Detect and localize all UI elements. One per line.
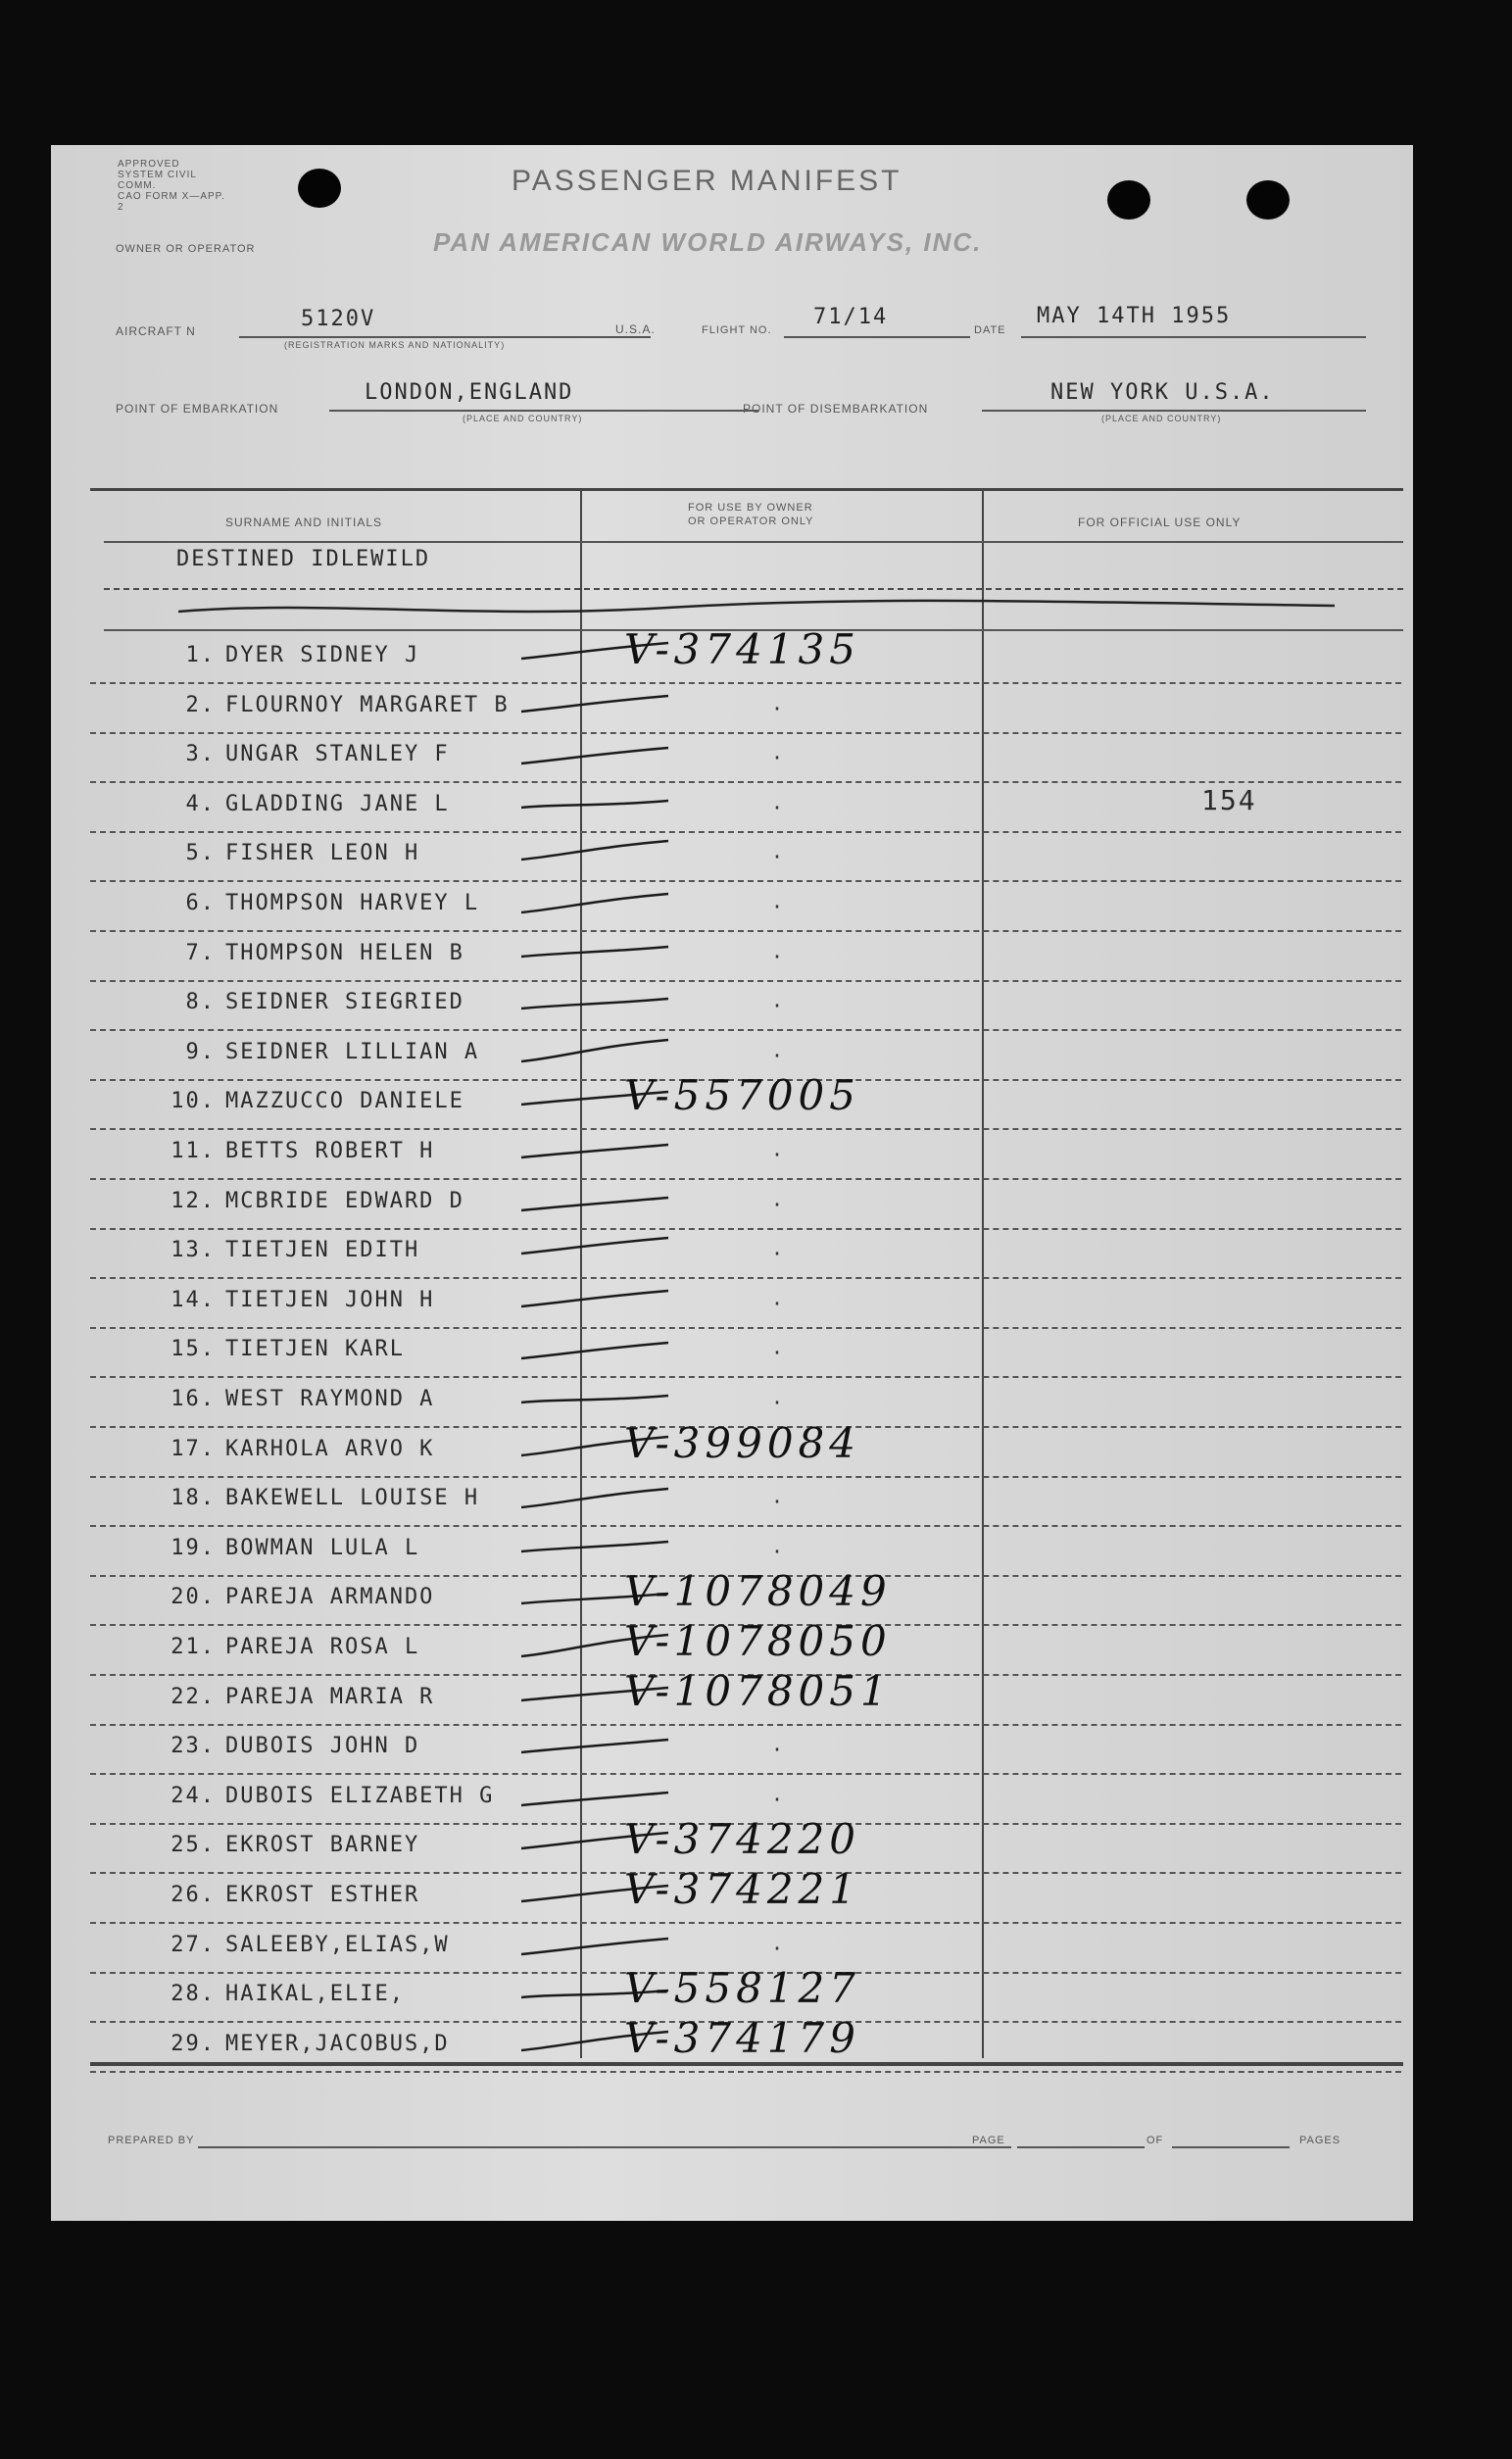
check-stroke (521, 1274, 698, 1323)
column-dot: · (771, 746, 784, 770)
prepared-line (198, 2146, 1011, 2148)
passenger-number: 4. (185, 791, 216, 816)
passenger-number: 21. (171, 1635, 216, 1659)
passenger-number: 19. (171, 1535, 216, 1560)
passenger-name: WEST RAYMOND A (225, 1387, 435, 1411)
check-stroke (521, 1770, 698, 1819)
passenger-number: 17. (171, 1436, 216, 1461)
aircraft-note: (REGISTRATION MARKS AND NATIONALITY) (284, 340, 506, 350)
passenger-number: 10. (171, 1089, 216, 1114)
punch-hole-right-2 (1246, 180, 1290, 220)
column-dot: · (771, 1043, 784, 1067)
visa-number-handwritten: V-399084 (624, 1418, 860, 1467)
column-dot: · (771, 1738, 784, 1762)
passenger-number: 23. (171, 1734, 216, 1759)
passenger-number: 6. (185, 891, 216, 915)
passenger-name: BOWMAN LULA L (225, 1535, 420, 1560)
passenger-number: 18. (171, 1486, 216, 1511)
passenger-row (51, 1666, 1413, 1726)
of-line (1172, 2146, 1290, 2148)
column-dot: · (771, 944, 784, 968)
embark-label: POINT OF EMBARKATION (116, 402, 279, 416)
visa-number-handwritten: V-1078049 (624, 1567, 892, 1616)
column-header-owner-use-1: FOR USE BY OWNER (688, 502, 813, 514)
passenger-row (51, 784, 1413, 833)
passenger-row (51, 1865, 1413, 1924)
column-dot: · (771, 895, 784, 918)
passenger-name: FLOURNOY MARGARET B (225, 692, 510, 717)
column-dot: · (771, 1143, 784, 1166)
passenger-number: 26. (171, 1883, 216, 1907)
passenger-name: PAREJA MARIA R (225, 1684, 435, 1709)
passenger-number: 25. (171, 1833, 216, 1858)
date-label: DATE (974, 324, 1006, 336)
aircraft-value: 5120V (301, 307, 376, 331)
passenger-number: 2. (185, 692, 216, 717)
check-stroke (521, 1175, 698, 1224)
check-stroke (521, 1125, 698, 1174)
disembark-value: NEW YORK U.S.A. (1050, 380, 1275, 405)
passenger-row (51, 1726, 1413, 1775)
check-stroke (521, 1472, 698, 1521)
column-dot: · (771, 1291, 784, 1315)
passenger-number: 1. (185, 643, 216, 667)
passenger-number: 16. (171, 1387, 216, 1411)
embark-line (329, 410, 758, 412)
check-stroke (521, 1919, 698, 1968)
check-stroke (521, 1026, 698, 1075)
visa-number-handwritten: V-557005 (624, 1071, 860, 1120)
manifest-sheet (51, 145, 1413, 2221)
check-stroke (521, 778, 698, 827)
date-line (1021, 336, 1366, 338)
row-rule (90, 2071, 1401, 2073)
passenger-name: DUBOIS ELIZABETH G (225, 1783, 495, 1808)
flight-value: 71/14 (813, 305, 889, 329)
visa-number-handwritten: V-374221 (624, 1865, 860, 1913)
header-rule (104, 541, 1403, 543)
passenger-number: 13. (171, 1238, 216, 1263)
page-line (1017, 2146, 1145, 2148)
form-code-line: APPROVED (118, 159, 180, 170)
visa-number-handwritten: V-374179 (624, 2013, 860, 2062)
passenger-name: DYER SIDNEY J (225, 643, 420, 667)
column-dot: · (771, 696, 784, 720)
passenger-row (51, 833, 1413, 882)
visa-number-handwritten: V-374220 (624, 1815, 860, 1864)
passenger-name: SEIDNER SIEGRIED (225, 990, 464, 1015)
passenger-number: 12. (171, 1188, 216, 1213)
punch-hole-left (298, 169, 341, 208)
passenger-number: 15. (171, 1337, 216, 1362)
pages-label: PAGES (1299, 2135, 1341, 2146)
passenger-number: 11. (171, 1139, 216, 1163)
passenger-number: 8. (185, 990, 216, 1015)
punch-hole-right-1 (1107, 180, 1150, 220)
passenger-name: BETTS ROBERT H (225, 1139, 435, 1163)
passenger-name: TIETJEN EDITH (225, 1238, 420, 1263)
column-header-owner-use-2: OR OPERATOR ONLY (688, 516, 814, 527)
column-dot: · (771, 845, 784, 869)
passenger-name: SALEEBY,ELIAS,W (225, 1932, 450, 1957)
passenger-name: MAZZUCCO DANIELE (225, 1089, 464, 1114)
hand-divider-stroke (178, 594, 1354, 623)
aircraft-line (239, 336, 651, 338)
table-top-rule (90, 488, 1403, 491)
column-dot: · (771, 1539, 784, 1563)
check-stroke (521, 679, 698, 728)
passenger-name: TIETJEN JOHN H (225, 1287, 435, 1312)
check-stroke (521, 827, 698, 876)
passenger-row (51, 933, 1413, 982)
passenger-number: 14. (171, 1287, 216, 1312)
passenger-name: SEIDNER LILLIAN A (225, 1039, 480, 1064)
passenger-name: FISHER LEON H (225, 841, 420, 866)
column-dot: · (771, 1242, 784, 1266)
page-title: PASSENGER MANIFEST (512, 165, 902, 197)
passenger-name: DUBOIS JOHN D (225, 1734, 420, 1759)
visa-number-handwritten: V-558127 (624, 1964, 860, 2013)
passenger-row (51, 685, 1413, 734)
passenger-name: KARHOLA ARVO K (225, 1436, 435, 1461)
flight-label: FLIGHT NO. (702, 324, 772, 336)
passenger-number: 27. (171, 1932, 216, 1957)
embark-value: LONDON,ENGLAND (365, 380, 574, 405)
check-stroke (521, 1720, 698, 1769)
passenger-name: THOMPSON HELEN B (225, 940, 464, 965)
check-stroke (521, 877, 698, 926)
visa-number-handwritten: V-1078050 (624, 1617, 892, 1665)
passenger-number: 9. (185, 1039, 216, 1064)
passenger-number: 28. (171, 1982, 216, 2007)
passenger-number: 3. (185, 742, 216, 767)
check-stroke (521, 1373, 698, 1422)
passenger-name: HAIKAL,ELIE, (225, 1982, 405, 2007)
passenger-number: 29. (171, 2031, 216, 2056)
passenger-row (51, 1478, 1413, 1527)
check-stroke (521, 927, 698, 976)
passenger-name: MEYER,JACOBUS,D (225, 2031, 450, 2056)
passenger-name: MCBRIDE EDWARD D (225, 1188, 464, 1213)
passenger-number: 22. (171, 1684, 216, 1709)
passenger-name: THOMPSON HARVEY L (225, 891, 480, 915)
passenger-row (51, 734, 1413, 783)
passenger-number: 7. (185, 940, 216, 965)
disembark-label: POINT OF DISEMBARKATION (743, 402, 929, 416)
page-label: PAGE (972, 2135, 1005, 2146)
form-code-line: CAO FORM X—APP. 2 (118, 191, 225, 213)
passenger-row (51, 1280, 1413, 1329)
passenger-row (51, 1329, 1413, 1378)
passenger-name: TIETJEN KARL (225, 1337, 405, 1362)
prepared-label: PREPARED BY (108, 2135, 195, 2146)
passenger-name: BAKEWELL LOUISE H (225, 1486, 480, 1511)
column-dot: · (771, 1936, 784, 1960)
passenger-row (51, 625, 1413, 684)
column-dot: · (771, 1391, 784, 1414)
passenger-name: GLADDING JANE L (225, 791, 450, 816)
passenger-row (51, 1071, 1413, 1130)
column-header-surname: SURNAME AND INITIALS (225, 516, 383, 529)
owner-label: OWNER OR OPERATOR (116, 243, 256, 255)
check-stroke (521, 1224, 698, 1273)
date-value: MAY 14TH 1955 (1037, 304, 1232, 328)
column-dot: · (771, 994, 784, 1018)
table-bottom-rule (90, 2062, 1403, 2066)
form-code-line: SYSTEM CIVIL COMM. (118, 170, 197, 191)
column-dot: · (771, 795, 784, 819)
check-stroke (521, 1522, 698, 1571)
column-dot: · (771, 1787, 784, 1811)
passenger-row (51, 1230, 1413, 1279)
check-stroke (521, 976, 698, 1025)
of-label: OF (1146, 2135, 1164, 2146)
passenger-row (51, 1131, 1413, 1180)
flight-line (784, 336, 970, 338)
form-code (118, 159, 235, 213)
embark-note: (PLACE AND COUNTRY) (463, 414, 583, 423)
check-stroke (521, 1323, 698, 1372)
passenger-name: PAREJA ARMANDO (225, 1585, 435, 1610)
passenger-number: 5. (185, 841, 216, 866)
visa-number-handwritten: V-374135 (624, 625, 860, 673)
passenger-number: 24. (171, 1783, 216, 1808)
row-rule (104, 588, 1403, 590)
passenger-row (51, 1181, 1413, 1230)
destined-note: DESTINED IDLEWILD (176, 547, 431, 571)
passenger-row (51, 982, 1413, 1031)
passenger-row (51, 1418, 1413, 1478)
usa-label: U.S.A. (615, 322, 656, 336)
column-dot: · (771, 1192, 784, 1216)
operator-name: PAN AMERICAN WORLD AIRWAYS, INC. (433, 227, 983, 257)
column-header-official: FOR OFFICIAL USE ONLY (1078, 516, 1242, 529)
column-dot: · (771, 1341, 784, 1365)
aircraft-label: AIRCRAFT N (116, 324, 196, 338)
passenger-name: EKROST ESTHER (225, 1883, 420, 1907)
visa-number-handwritten: V-1078051 (624, 1666, 892, 1715)
passenger-name: UNGAR STANLEY F (225, 742, 450, 767)
column-dot: · (771, 1490, 784, 1514)
passenger-name: EKROST BARNEY (225, 1833, 420, 1858)
disembark-note: (PLACE AND COUNTRY) (1101, 414, 1222, 423)
check-stroke (521, 728, 698, 777)
official-note: 154 (1201, 784, 1257, 816)
passenger-number: 20. (171, 1585, 216, 1610)
disembark-line (982, 410, 1366, 412)
passenger-name: PAREJA ROSA L (225, 1635, 420, 1659)
passenger-row (51, 883, 1413, 932)
